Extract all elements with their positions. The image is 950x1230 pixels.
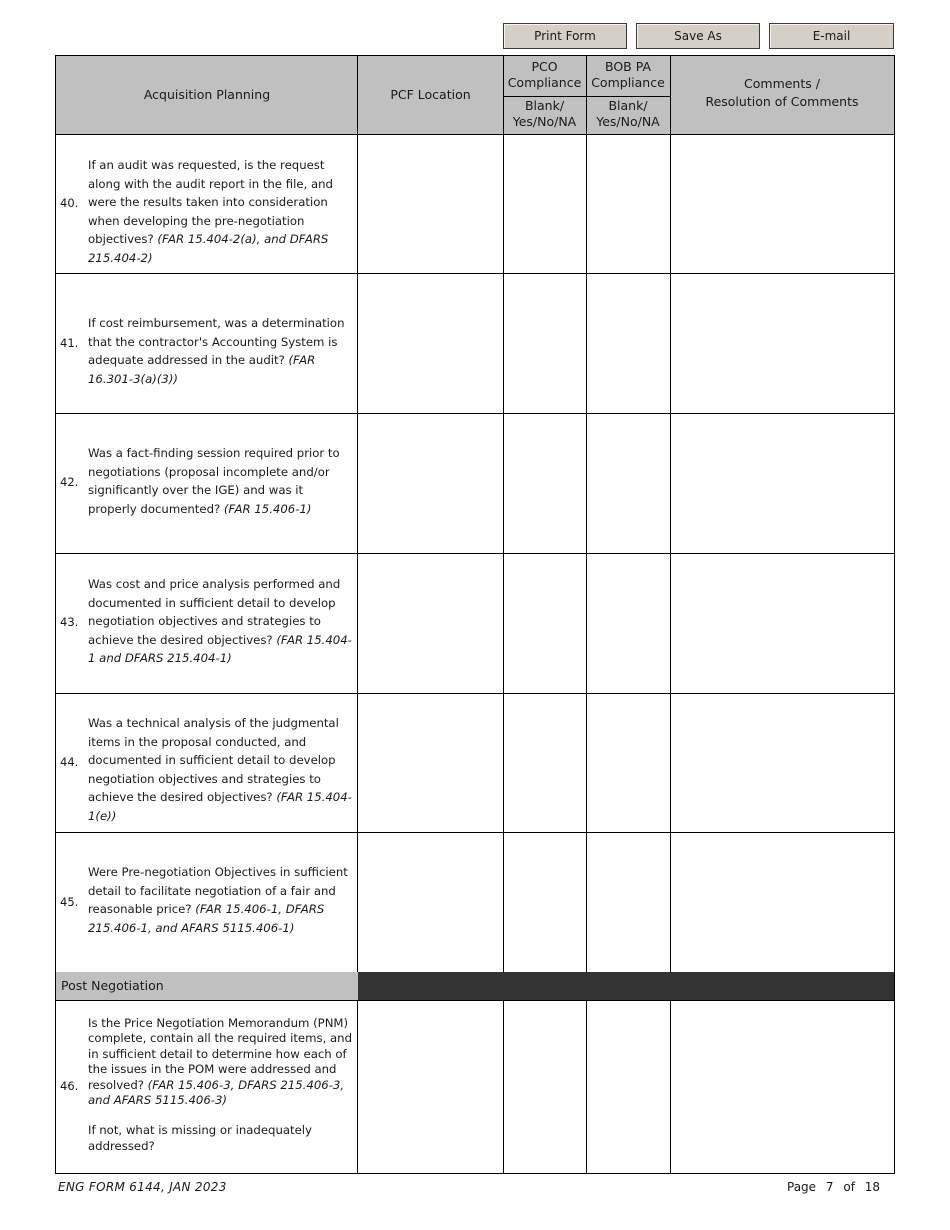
followup-text: If not, what is missing or inadequately addressed? — [88, 1123, 312, 1153]
row-number: 45. — [60, 895, 79, 909]
print-form-button[interactable]: Print Form — [503, 23, 627, 49]
row-number: 42. — [60, 475, 79, 489]
row40-pcf-location-field[interactable] — [358, 135, 503, 273]
row41-bob-compliance-field[interactable] — [587, 274, 670, 413]
row43-pcf-location-field[interactable] — [358, 554, 503, 693]
page-total: 18 — [864, 1180, 881, 1194]
row41-pco-compliance-field[interactable] — [504, 274, 586, 413]
row-number: 41. — [60, 336, 79, 350]
header-pcf-location: PCF Location — [358, 56, 503, 134]
row-number: 46. — [60, 1079, 79, 1093]
row44-comments-field[interactable] — [671, 694, 893, 832]
row45-comments-field[interactable] — [671, 833, 893, 972]
row40-comments-field[interactable] — [671, 135, 893, 273]
row43-pco-compliance-field[interactable] — [504, 554, 586, 693]
row42-bob-compliance-field[interactable] — [587, 414, 670, 553]
row46-pco-compliance-field[interactable] — [504, 1001, 586, 1173]
citation: (FAR 15.406-1) — [223, 501, 312, 516]
header-acquisition-planning: Acquisition Planning — [56, 56, 358, 134]
save-as-button[interactable]: Save As — [636, 23, 760, 49]
citation: (FAR 15.406-1, DFARS 215.406-1, and AFARS 5115.406-1) — [88, 902, 325, 935]
row-number: 40. — [60, 196, 79, 210]
question-text: If cost reimbursement, was a determination that the contractor's Accounting System is adequate addressed in the audit? (FAR 16.301-3(a)(3)) — [88, 316, 345, 386]
row45-pco-compliance-field[interactable] — [504, 833, 586, 972]
row44-pco-compliance-field[interactable] — [504, 694, 586, 832]
row-number: 44. — [60, 755, 79, 769]
row45-bob-compliance-field[interactable] — [587, 833, 670, 972]
row44-bob-compliance-field[interactable] — [587, 694, 670, 832]
header-pco-sub: Blank/ Yes/No/NA — [503, 96, 586, 134]
citation: (FAR 15.404-2(a), and DFARS 215.404-2) — [88, 232, 329, 265]
row41-comments-field[interactable] — [671, 274, 893, 413]
email-button[interactable]: E-mail — [769, 23, 894, 49]
row43-bob-compliance-field[interactable] — [587, 554, 670, 693]
row42-pco-compliance-field[interactable] — [504, 414, 586, 553]
citation: (FAR 15.404-1(e)) — [88, 790, 352, 823]
citation: (FAR 16.301-3(a)(3)) — [88, 353, 316, 386]
form-identifier: ENG FORM 6144, JAN 2023 — [58, 1180, 227, 1194]
header-bob-sub: Blank/ Yes/No/NA — [586, 96, 670, 134]
section-bar-filler — [358, 972, 894, 1000]
row40-bob-compliance-field[interactable] — [587, 135, 670, 273]
header-comments: Comments / Resolution of Comments — [670, 56, 894, 134]
section-post-negotiation: Post Negotiation — [56, 972, 358, 1000]
row46-bob-compliance-field[interactable] — [587, 1001, 670, 1173]
row42-comments-field[interactable] — [671, 414, 893, 553]
row45-pcf-location-field[interactable] — [358, 833, 503, 972]
row44-pcf-location-field[interactable] — [358, 694, 503, 832]
question-text: If an audit was requested, is the request along with the audit report in the file, and were the results taken into consideration when developing the pre-negotiation objectives? (FAR 15.404-2(a), and DFARS 215.404-2) — [88, 158, 333, 265]
header-pco-compliance: PCO Compliance — [503, 56, 586, 96]
row46-pcf-location-field[interactable] — [358, 1001, 503, 1173]
question-text: Was a fact-finding session required prior to negotiations (proposal incomplete and/or significantly over the IGE) and was it properly documented? (FAR 15.406-1) — [88, 446, 340, 516]
page-number: 7 — [825, 1180, 834, 1194]
question-text: Was a technical analysis of the judgmental items in the proposal conducted, and documented in sufficient detail to develop negotiation objectives and strategies to achieve the desired objectives? (FAR 15.404-1(e)) — [88, 716, 352, 823]
row46-comments-field[interactable] — [671, 1001, 893, 1173]
header-sub-divider — [503, 96, 670, 97]
page-indicator: Page 7 of 18 — [787, 1180, 881, 1194]
citation: (FAR 15.406-3, DFARS 215.406-3, and AFARS 5115.406-3) — [88, 1077, 345, 1108]
row40-pco-compliance-field[interactable] — [504, 135, 586, 273]
row-number: 43. — [60, 615, 79, 629]
question-text: Is the Price Negotiation Memorandum (PNM) complete, contain all the required items, and in sufficient detail to determine how each of the issues in the POM were addressed and resolved? (FAR 15.406-3, DFARS 215.406-3, and AFARS 5115.406-3) If not, what is missing or inadequately addressed? — [88, 1016, 354, 1154]
header-bob-compliance: BOB PA Compliance — [586, 56, 670, 96]
citation: (FAR 15.404-1 and DFARS 215.404-1) — [88, 632, 352, 666]
question-text: Were Pre-negotiation Objectives in sufficient detail to facilitate negotiation of a fair and reasonable price? (FAR 15.406-1, DFARS 215.406-1, and AFARS 5115.406-1) — [88, 865, 348, 935]
question-text: Was cost and price analysis performed and documented in sufficient detail to develop negotiation objectives and strategies to achieve the desired objectives? (FAR 15.404-1 and DFARS 215.404-1) — [88, 577, 352, 666]
row43-comments-field[interactable] — [671, 554, 893, 693]
row41-pcf-location-field[interactable] — [358, 274, 503, 413]
row42-pcf-location-field[interactable] — [358, 414, 503, 553]
